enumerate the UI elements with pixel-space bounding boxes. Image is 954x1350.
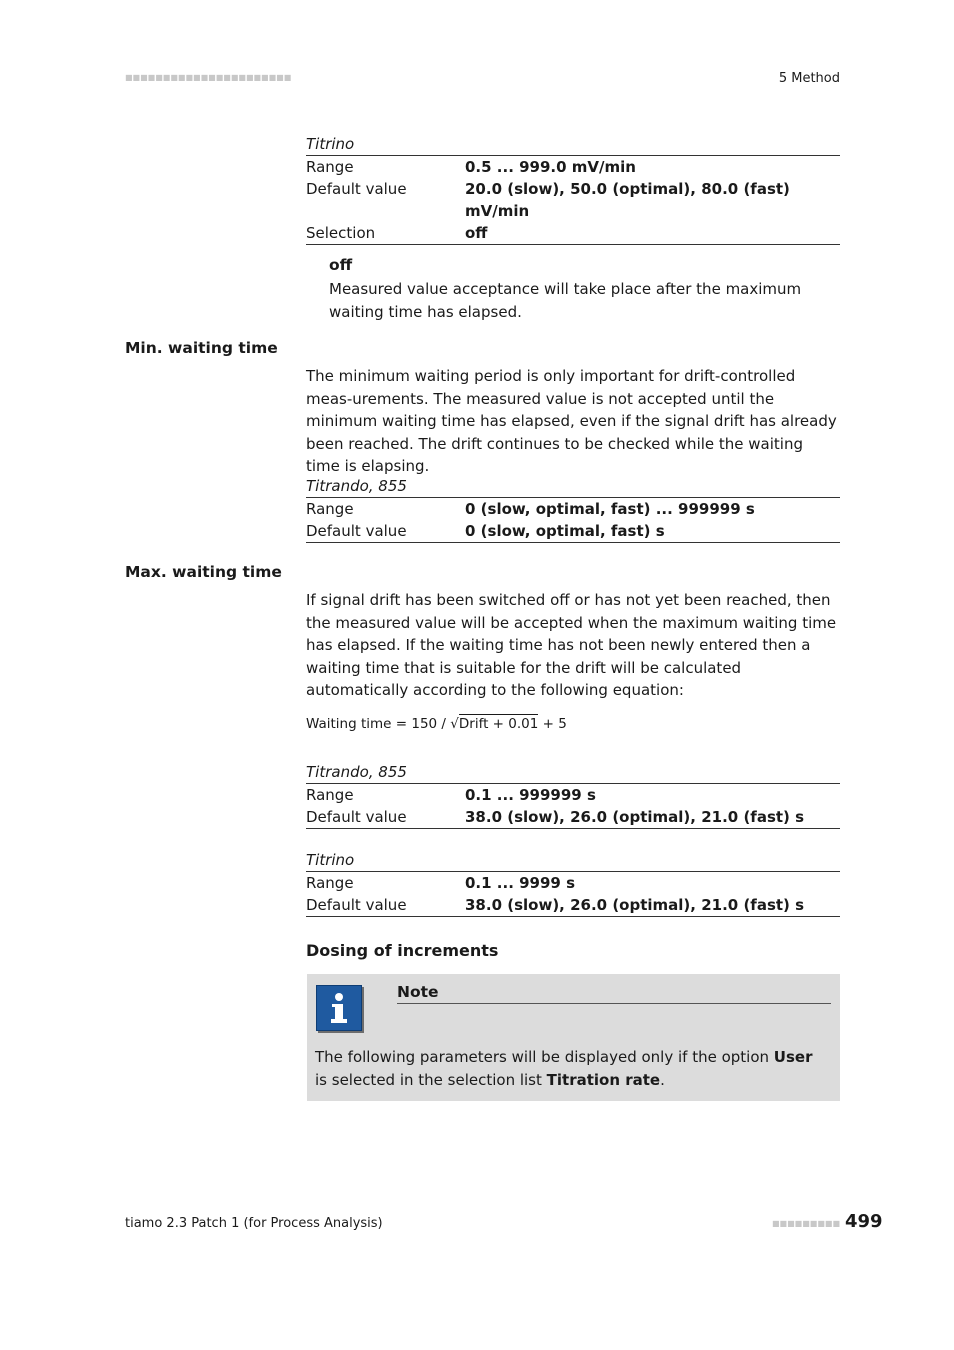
subsection-heading-dosing: Dosing of increments — [306, 941, 499, 960]
max-waiting-paragraph: If signal drift has been switched off or has not yet been reached, then the measured value will be accepted when the maximum waiting time has elapsed. If the waiting time has not been newly entered then a waiting time that is suitable for the drift will be calculated automatically according to the following equation: — [306, 591, 837, 699]
param-table-max-waiting-titrando — [306, 761, 840, 829]
section-heading-max-waiting-time: Max. waiting time — [125, 563, 282, 581]
param-value: 0 (slow, optimal, fast) ... 999999 s — [465, 500, 755, 518]
param-key: Range — [306, 786, 354, 804]
note-text — [315, 1046, 825, 1091]
option-description: Measured value acceptance will take place after the maximum waiting time has elapsed. — [329, 280, 802, 321]
table-row — [306, 872, 840, 894]
equation-radicand: Drift + 0.01 — [458, 716, 539, 732]
note-title: Note — [397, 983, 831, 1004]
table-row — [306, 222, 840, 244]
param-value: 20.0 (slow), 50.0 (optimal), 80.0 (fast) mV/min — [465, 180, 790, 220]
note-text-part: . — [660, 1070, 665, 1089]
note-text-part: The following parameters will be displayed only if the option — [315, 1048, 774, 1066]
param-key: Default value — [306, 808, 407, 826]
header-decoration: ■■■■■■■■■■■■■■■■■■■■■■ — [125, 73, 292, 82]
param-key: Range — [306, 158, 354, 176]
param-key: Default value — [306, 896, 407, 914]
device-label: Titrino — [306, 849, 840, 872]
option-label: off — [329, 256, 353, 274]
device-label: Titrando, 855 — [306, 475, 840, 498]
device-label: Titrino — [306, 133, 840, 156]
note-list-titration-rate: Titration rate — [546, 1070, 661, 1089]
table-bottom-rule — [306, 244, 840, 245]
page-number: 499 — [845, 1211, 883, 1232]
table-row — [306, 784, 840, 806]
note-option-user: User — [773, 1048, 813, 1066]
param-table-titrino-drift — [306, 133, 840, 245]
table-row — [306, 156, 840, 178]
param-key: Default value — [306, 180, 407, 198]
table-bottom-rule — [306, 542, 840, 543]
table-row — [306, 520, 840, 542]
note-text-part: is selected in the selection list — [315, 1070, 547, 1089]
equation-lhs: Waiting time = 150 / — [306, 716, 451, 732]
device-label: Titrando, 855 — [306, 761, 840, 784]
info-icon-glyph — [317, 986, 361, 1030]
param-value: 0 (slow, optimal, fast) s — [465, 522, 665, 540]
table-row — [306, 498, 840, 520]
table-row — [306, 894, 840, 916]
param-key: Default value — [306, 522, 407, 540]
table-row — [306, 178, 840, 222]
chapter-title: 5 Method — [778, 71, 840, 86]
info-icon — [316, 985, 362, 1031]
param-table-min-waiting — [306, 475, 840, 543]
table-bottom-rule — [306, 828, 840, 829]
waiting-time-equation — [306, 716, 567, 732]
param-value: 0.1 ... 9999 s — [465, 874, 576, 892]
equation-tail: + 5 — [538, 716, 567, 732]
section-heading-min-waiting-time: Min. waiting time — [125, 339, 278, 357]
param-table-max-waiting-titrino — [306, 849, 840, 917]
param-value: 0.1 ... 999999 s — [465, 786, 596, 804]
param-value: 38.0 (slow), 26.0 (optimal), 21.0 (fast) s — [465, 896, 805, 914]
footer-decoration: ■■■■■■■■■ — [772, 1219, 841, 1228]
param-key: Range — [306, 500, 354, 518]
min-waiting-paragraph: The minimum waiting period is only important for drift-controlled meas-urements. The measured value is not accepted until the minimum waiting time has elapsed, even if the signal drift has already been reached. The drift continues to be checked while the waiting time is elapsing. — [306, 367, 837, 475]
param-value: 0.5 ... 999.0 mV/min — [465, 158, 636, 176]
sqrt-sign: √ — [450, 716, 459, 732]
table-bottom-rule — [306, 916, 840, 917]
param-value: 38.0 (slow), 26.0 (optimal), 21.0 (fast) s — [465, 808, 805, 826]
footer-product: tiamo 2.3 Patch 1 (for Process Analysis) — [125, 1216, 383, 1231]
table-row — [306, 806, 840, 828]
param-key: Range — [306, 874, 354, 892]
param-key: Selection — [306, 224, 376, 242]
param-value: off — [465, 224, 488, 242]
